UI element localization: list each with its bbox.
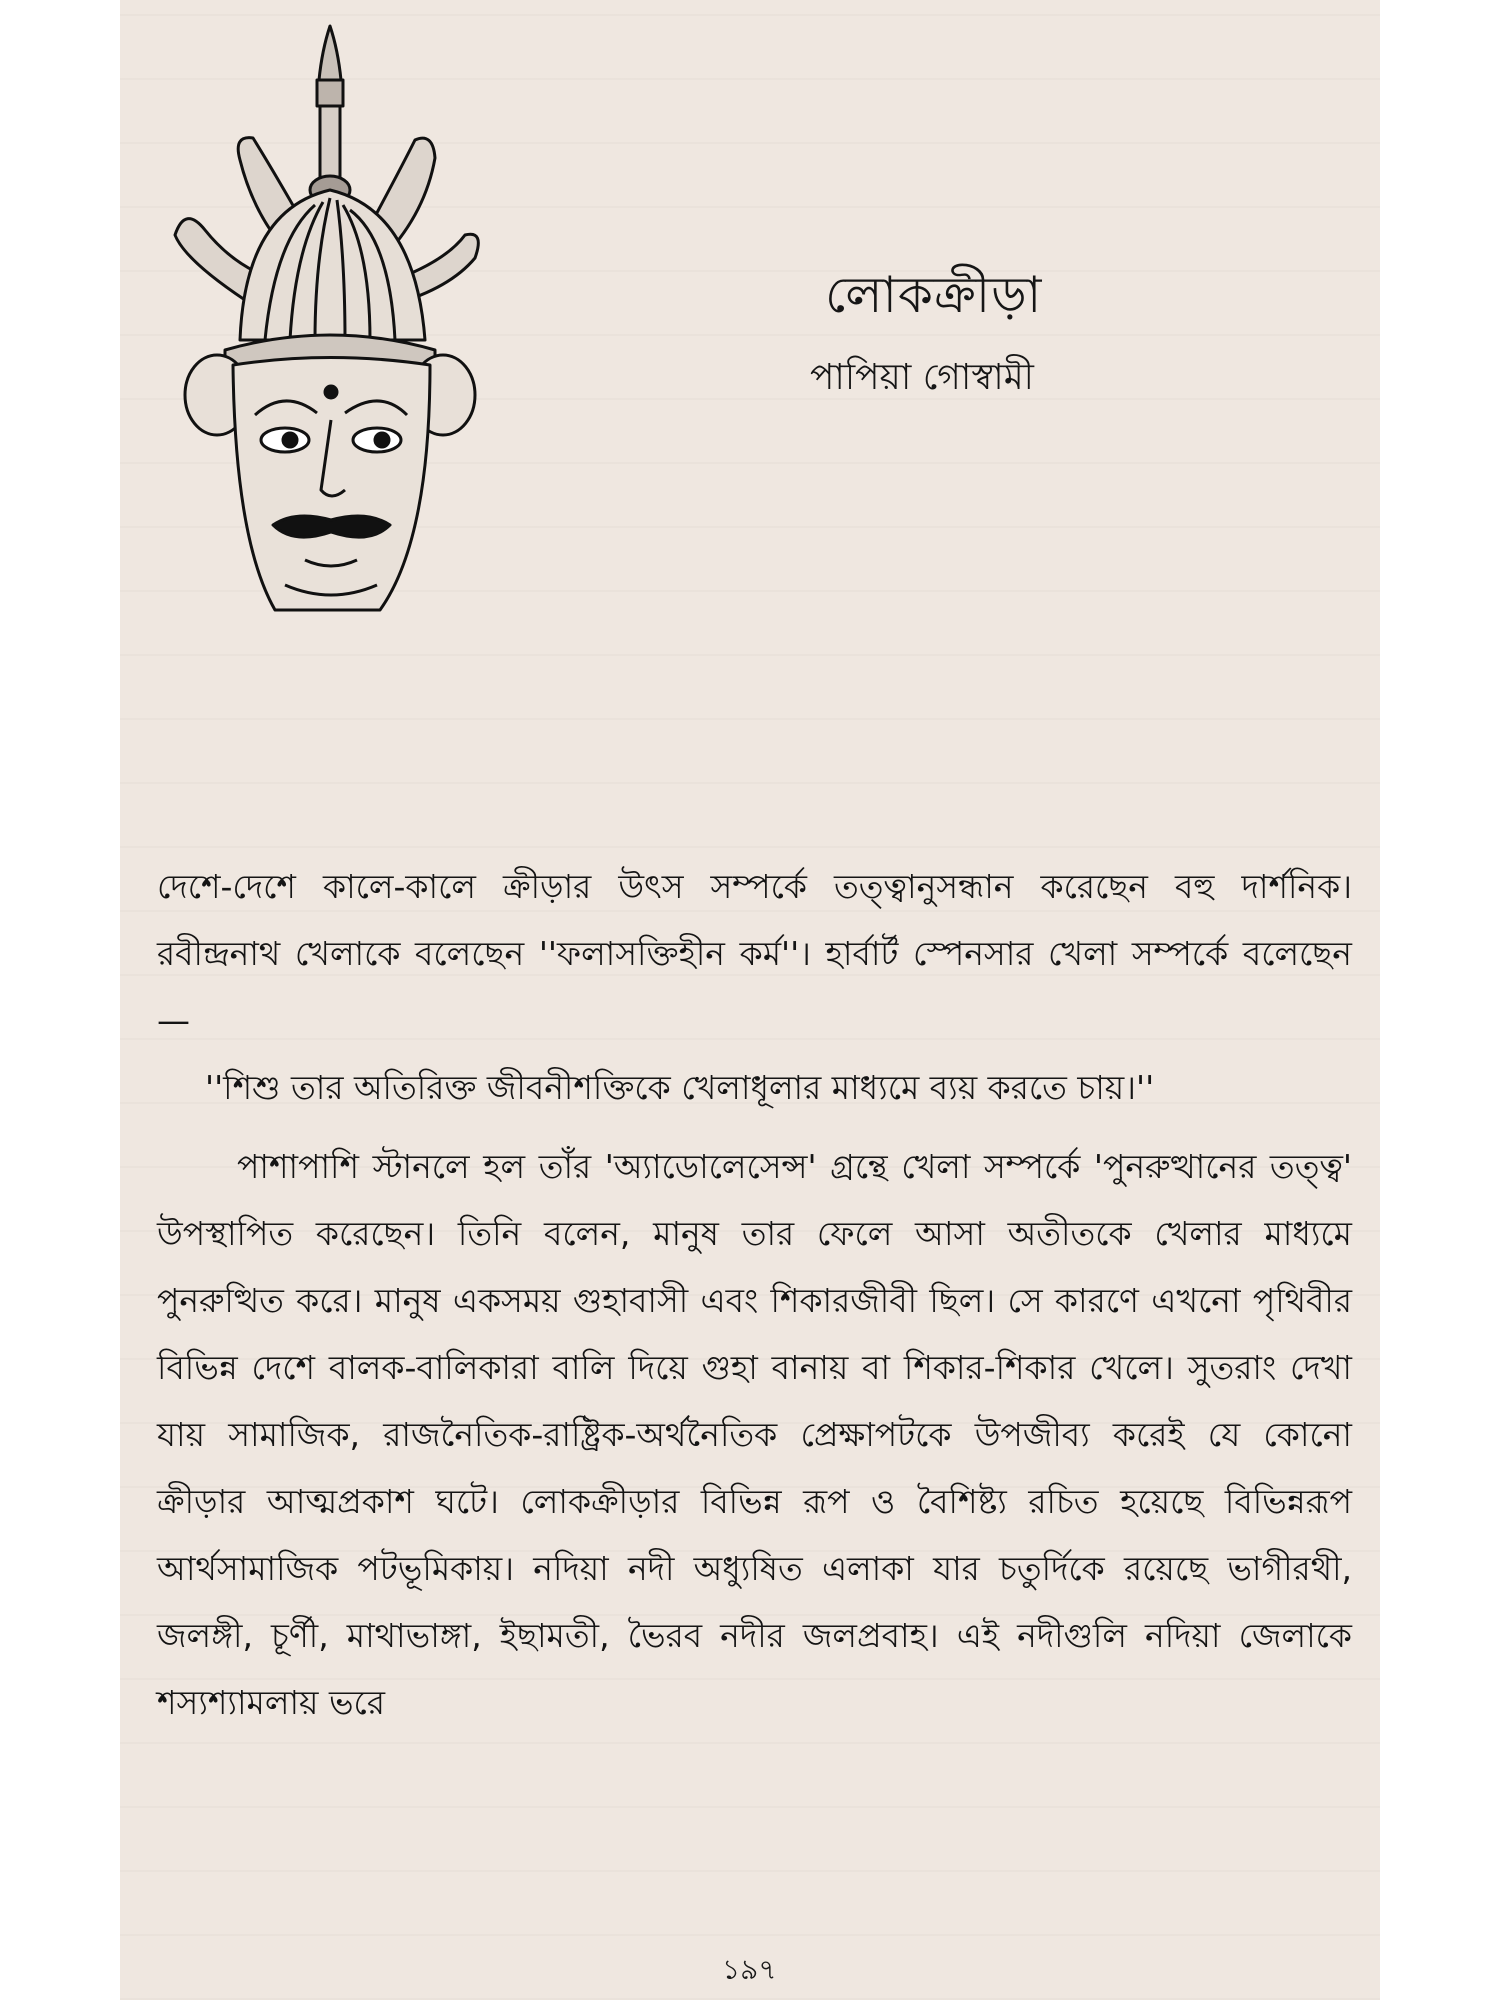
quote-spencer: ''শিশু তার অতিরিক্ত জীবনীশক্তিকে খেলাধূলার মাধ্যমে ব্যয় করতে চায়।'' — [205, 1068, 1155, 1107]
paragraph-1: দেশে-দেশে কালে-কালে ক্রীড়ার উৎস সম্পর্কে তত্ত্বানুসন্ধান করেছেন বহু দার্শনিক। রবীন্দ্রনাথ খেলাকে বলেছেন ''ফলাসক্তিহীন কর্ম''। হার্বার্ট স্পেনসার খেলা সম্পর্কে বলেছেন — — [157, 867, 1352, 1040]
article-body — [157, 853, 1352, 1736]
article-title: লোকক্রীড়া — [825, 266, 1043, 324]
paragraph-2: পাশাপাশি স্টানলে হল তাঁর 'অ্যাডোলেসেন্স' গ্রন্থে খেলা সম্পর্কে 'পুনরুত্থানের তত্ত্ব' উপস্থাপিত করেছেন। তিনি বলেন, মানুষ তার ফেলে আসা অতীতকে খেলার মাধ্যমে পুনরুত্থিত করে। মানুষ একসময় গুহাবাসী এবং শিকারজীবী ছিল। সে কারণে এখনো পৃথিবীর বিভিন্ন দেশে বালক-বালিকারা বালি দিয়ে গুহা বানায় বা শিকার-শিকার খেলে। সুতরাং দেখা যায় সামাজিক, রাজনৈতিক-রাষ্ট্রিক-অর্থনৈতিক প্রেক্ষাপটকে উপজীব্য করেই যে কোনো ক্রীড়ার আত্মপ্রকাশ ঘটে। লোকক্রীড়ার বিভিন্ন রূপ ও বৈশিষ্ট্য রচিত হয়েছে বিভিন্নরূপ আর্থসামাজিক পটভূমিকায়। নদিয়া নদী অধ্যুষিত এলাকা যার চতুর্দিকে রয়েছে ভাগীরথী, জলঙ্গী, চূর্ণী, মাথাভাঙ্গা, ইছামতী, ভৈরব নদীর জলপ্রবাহ। এই নদীগুলি নদিয়া জেলাকে শস্যশ্যামলায় ভরে — [157, 1147, 1352, 1722]
folk-mask-illustration-icon — [145, 20, 505, 620]
page-number: ১৯৭ — [722, 1953, 777, 1986]
article-author: পাপিয়া গোস্বামী — [810, 357, 1034, 398]
